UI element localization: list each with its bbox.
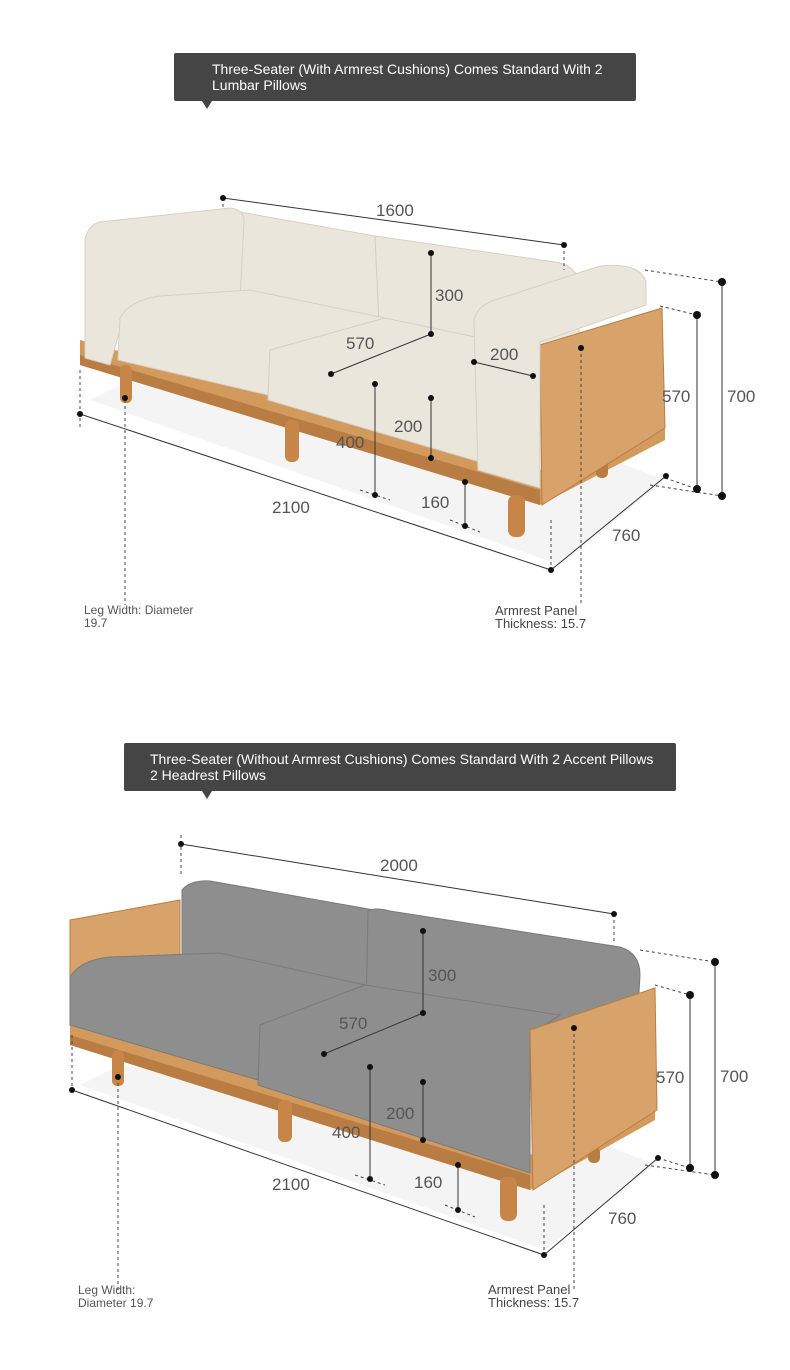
sofa-leg	[278, 1100, 292, 1142]
dim-leg-height: 160	[414, 1173, 443, 1192]
dim-armrest-width: 200	[490, 345, 519, 364]
dim-seat-depth: 570	[346, 334, 375, 353]
dim-back-width: 1600	[376, 201, 414, 220]
dim-seat-height: 400	[336, 433, 365, 452]
sofa-diagram-2	[0, 685, 790, 1370]
dim-total-depth: 760	[608, 1209, 637, 1228]
dim-seat-height: 400	[332, 1123, 361, 1142]
sofa-leg	[112, 1050, 124, 1086]
dim-total-height: 700	[727, 387, 756, 406]
sofa-leg	[500, 1177, 517, 1221]
dim-cushion-height: 200	[394, 417, 423, 436]
dim-arm-height: 570	[656, 1068, 685, 1087]
dim-cushion-height: 200	[386, 1104, 415, 1123]
banner-text: Three-Seater (Without Armrest Cushions) Comes Standard With 2 Accent Pillows 2 Headrest Pillows	[150, 751, 654, 783]
dim-total-height: 700	[720, 1067, 749, 1086]
banner-text: Three-Seater (With Armrest Cushions) Comes Standard With 2 Lumbar Pillows	[212, 61, 603, 93]
dim-total-length: 2100	[272, 1175, 310, 1194]
leg-width-note: Leg Width: Diameter 19.7	[84, 603, 194, 630]
diagram-without-armrest-cushions	[0, 685, 790, 1370]
dim-total-length: 2100	[272, 498, 310, 517]
dim-total-depth: 760	[612, 526, 641, 545]
leg-width-note: Leg Width: Diameter 19.7	[78, 1283, 154, 1310]
dim-back-width: 2000	[380, 856, 418, 875]
dim-leg-height: 160	[421, 493, 450, 512]
sofa-leg	[508, 495, 525, 537]
sofa-leg	[285, 420, 299, 462]
dim-seat-depth: 570	[339, 1014, 368, 1033]
dim-back-height: 300	[428, 966, 457, 985]
dim-back-height: 300	[435, 286, 464, 305]
armrest-thickness-note: Armrest Panel Thickness: 15.7	[495, 603, 587, 631]
dim-arm-height: 570	[662, 387, 691, 406]
armrest-thickness-note: Armrest Panel Thickness: 15.7	[488, 1282, 580, 1310]
